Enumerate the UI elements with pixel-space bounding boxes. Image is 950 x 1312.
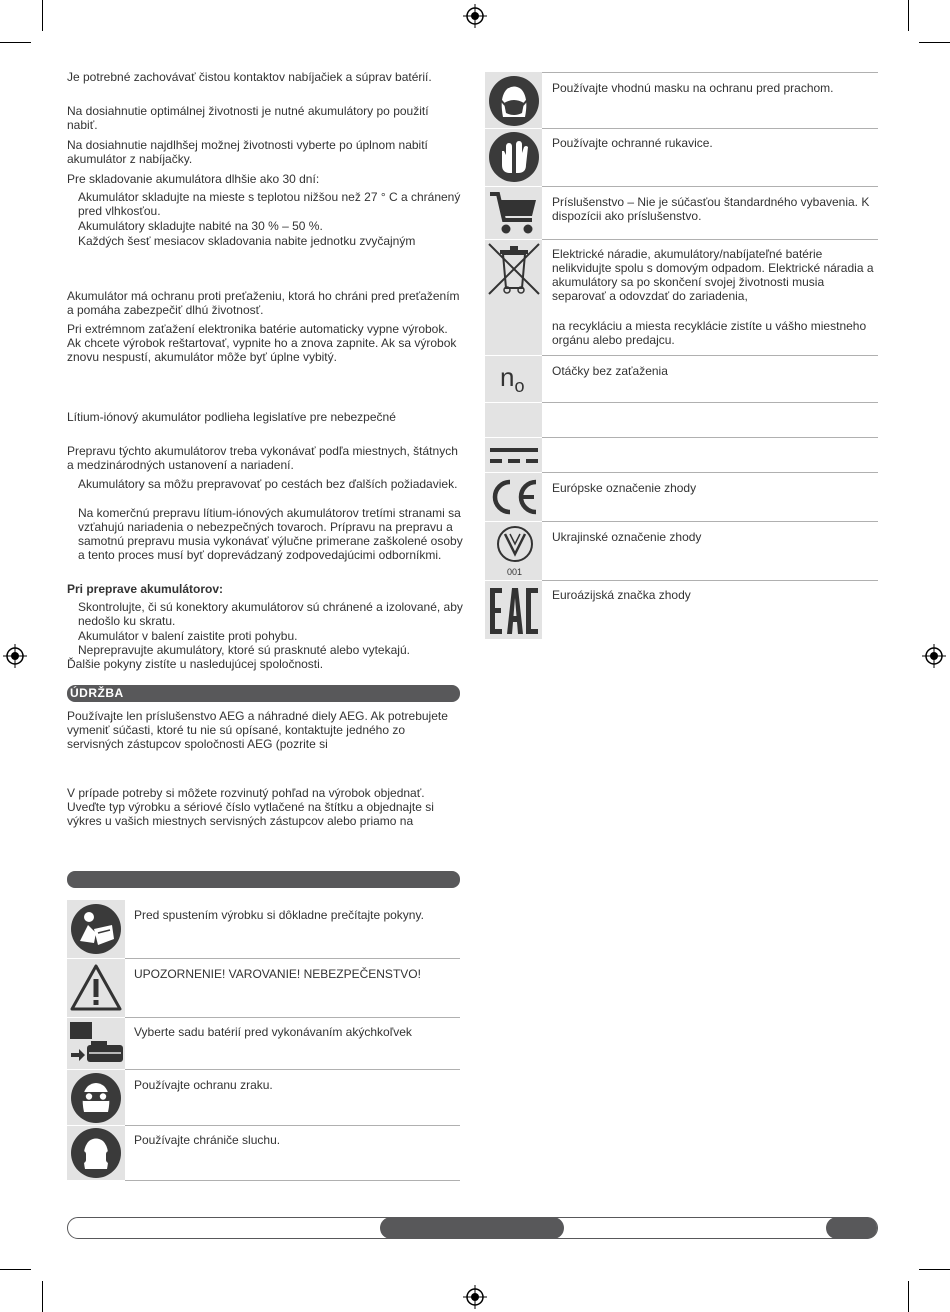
- list-item: Akumulátory skladujte nabité na 30 % – 50 %.: [78, 219, 323, 233]
- registration-mark-icon: [3, 644, 27, 668]
- paragraph: Na dosiahnutie optimálnej životnosti je nutné akumulátory po použití nabiť.: [67, 104, 429, 132]
- crossed-bin-icon: [487, 242, 541, 296]
- divider: [542, 580, 878, 581]
- symbol-text: Príslušenstvo – Nie je súčasťou štandardného vybavenia. K dispozícii ako príslušenstvo.: [552, 195, 870, 223]
- ear-protection-icon: [70, 1127, 122, 1179]
- crop-mark: [908, 0, 909, 31]
- paragraph: Je potrebné zachovávať čistou kontaktov nabíjačiek a súprav batérií.: [67, 70, 432, 84]
- list-item: Každých šesť mesiacov skladovania nabite jednotku zvyčajným: [78, 234, 416, 248]
- symbol-text: Otáčky bez zaťaženia: [552, 364, 668, 378]
- dust-mask-icon: [488, 75, 540, 127]
- divider: [542, 437, 878, 438]
- footer-page-pill: [826, 1217, 877, 1239]
- symbol-text: Elektrické náradie, akumulátory/nabíjateľné batérie nelikvidujte spolu s domovým odpadom. Elektrické náradia a akumulátory sa po skončení svojej životnosti musia separovať a odovzdať do zariadenia,: [552, 247, 874, 303]
- section-header-symbols: [67, 871, 460, 888]
- paragraph: Akumulátor má ochranu proti preťaženiu, ktorá ho chráni pred preťažením a pomáha zabezpečiť dlhú životnosť.: [67, 289, 460, 317]
- divider: [542, 186, 878, 187]
- symbol-text: Európske označenie zhody: [552, 481, 697, 495]
- symbol-text: Vyberte sadu batérií pred vykonávaním akýchkoľvek: [134, 1025, 412, 1039]
- footer-center-pill: [380, 1217, 564, 1239]
- divider: [125, 1017, 460, 1018]
- list-item: Neprepravujte akumulátory, ktoré sú prasknuté alebo vytekajú.: [78, 643, 410, 657]
- subheading: Pri preprave akumulátorov:: [67, 582, 224, 596]
- list-item: Na komerčnú prepravu lítium-iónových akumulátorov tretími stranami sa vzťahujú nariadenia o nebezpečných tovaroch. Prípravu na prepravu a samotnú prepravu musia vykonávať výlučne primerane zaškolené osoby a tento proces musí byť doprevádzaný zodpovedajúcimi odborníkmi.: [78, 506, 463, 562]
- paragraph: Pre skladovanie akumulátora dlhšie ako 30 dní:: [67, 172, 320, 186]
- paragraph: Lítium-iónový akumulátor podlieha legislatíve pre nebezpečné: [67, 410, 396, 424]
- divider: [125, 958, 460, 959]
- divider: [125, 1125, 460, 1126]
- symbol-text: Používajte vhodnú masku na ochranu pred prachom.: [552, 81, 834, 95]
- paragraph: V prípade potreby si môžete rozvinutý pohľad na výrobok objednať. Uveďte typ výrobku a sériové číslo vytlačené na štítku a objednajte si výkres u vašich miestnych servisných zástupcov alebo priamo na: [67, 786, 434, 828]
- ukrainian-mark-icon: [495, 524, 535, 564]
- paragraph: Pri extrémnom zaťažení elektronika batérie automaticky vypne výrobok. Ak chcete výrobok reštartovať, vypnite ho a znova zapnite. Ak sa výrobok znovu nespustí, akumulátor môže byť úplne vybitý.: [67, 322, 457, 364]
- crop-mark: [42, 1281, 43, 1312]
- crop-mark: [908, 1281, 909, 1312]
- symbol-text: Pred spustením výrobku si dôkladne prečítajte pokyny.: [134, 908, 424, 922]
- paragraph: Prepravu týchto akumulátorov treba vykonávať podľa miestnych, štátnych a medzinárodných ustanovení a nariadení.: [67, 444, 458, 472]
- ce-mark-icon: [488, 478, 540, 516]
- symbol-text: Používajte ochranné rukavice.: [552, 136, 713, 150]
- eye-protection-icon: [70, 1072, 122, 1124]
- divider: [542, 128, 878, 129]
- symbol-text: na recykláciu a miesta recyklácie zistíte u vášho miestneho orgánu alebo predajcu.: [552, 319, 867, 347]
- divider: [542, 521, 878, 522]
- symbol-text: Euroázijská značka zhody: [552, 588, 691, 602]
- paragraph: Ďalšie pokyny zistíte u nasledujúcej spoločnosti.: [67, 657, 324, 671]
- eac-mark-icon: [488, 586, 540, 636]
- registration-mark-icon: [463, 1285, 487, 1309]
- registration-mark-icon: [922, 644, 946, 668]
- crop-mark: [0, 42, 31, 43]
- symbol-cell: [485, 403, 542, 437]
- list-item: Akumulátor v balení zaistite proti pohybu.: [78, 629, 298, 643]
- mark-code: 001: [507, 567, 523, 577]
- list-item: Akumulátory sa môžu prepravovať po cestách bez ďalších požiadaviek.: [78, 477, 458, 491]
- divider: [542, 239, 878, 240]
- gloves-icon: [488, 131, 540, 183]
- section-header-maintenance: [67, 685, 460, 702]
- divider: [542, 472, 878, 473]
- warning-triangle-icon: [70, 963, 122, 1013]
- crop-mark: [0, 1269, 31, 1270]
- paragraph: Používajte len príslušenstvo AEG a náhradné diely AEG. Ak potrebujete vymeniť súčasti, ktoré tu nie sú opísané, kontaktujte jedného zo servisných zástupcov spoločnosti AEG (pozrite si: [67, 709, 448, 751]
- divider: [542, 355, 878, 356]
- symbol-text: Používajte ochranu zraku.: [134, 1078, 273, 1092]
- crop-mark: [919, 1269, 950, 1270]
- symbol-text: Ukrajinské označenie zhody: [552, 530, 702, 544]
- divider: [125, 1180, 460, 1181]
- section-title: ÚDRŽBA: [70, 686, 124, 700]
- no-load-speed-icon: $n_o$: [500, 362, 525, 396]
- symbol-text: Používajte chrániče sluchu.: [134, 1133, 281, 1147]
- direct-current-icon: [490, 446, 538, 466]
- remove-battery-icon: [69, 1021, 125, 1067]
- paragraph: Na dosiahnutie najdlhšej možnej životnosti vyberte po úplnom nabití akumulátor z nabíjačky.: [67, 138, 428, 166]
- registration-mark-icon: [463, 4, 487, 28]
- divider: [542, 402, 878, 403]
- read-manual-icon: [70, 903, 122, 955]
- divider: [125, 1069, 460, 1070]
- list-item: Akumulátor skladujte na mieste s teplotou nižšou než 27 ° C a chránený pred vlhkosťou.: [78, 190, 461, 218]
- divider: [542, 72, 878, 73]
- crop-mark: [919, 42, 950, 43]
- crop-mark: [42, 0, 43, 31]
- symbol-text: UPOZORNENIE! VAROVANIE! NEBEZPEČENSTVO!: [134, 967, 421, 981]
- list-item: Skontrolujte, či sú konektory akumulátorov sú chránené a izolované, aby nedošlo ku skratu.: [78, 600, 463, 628]
- shopping-cart-icon: [488, 190, 540, 236]
